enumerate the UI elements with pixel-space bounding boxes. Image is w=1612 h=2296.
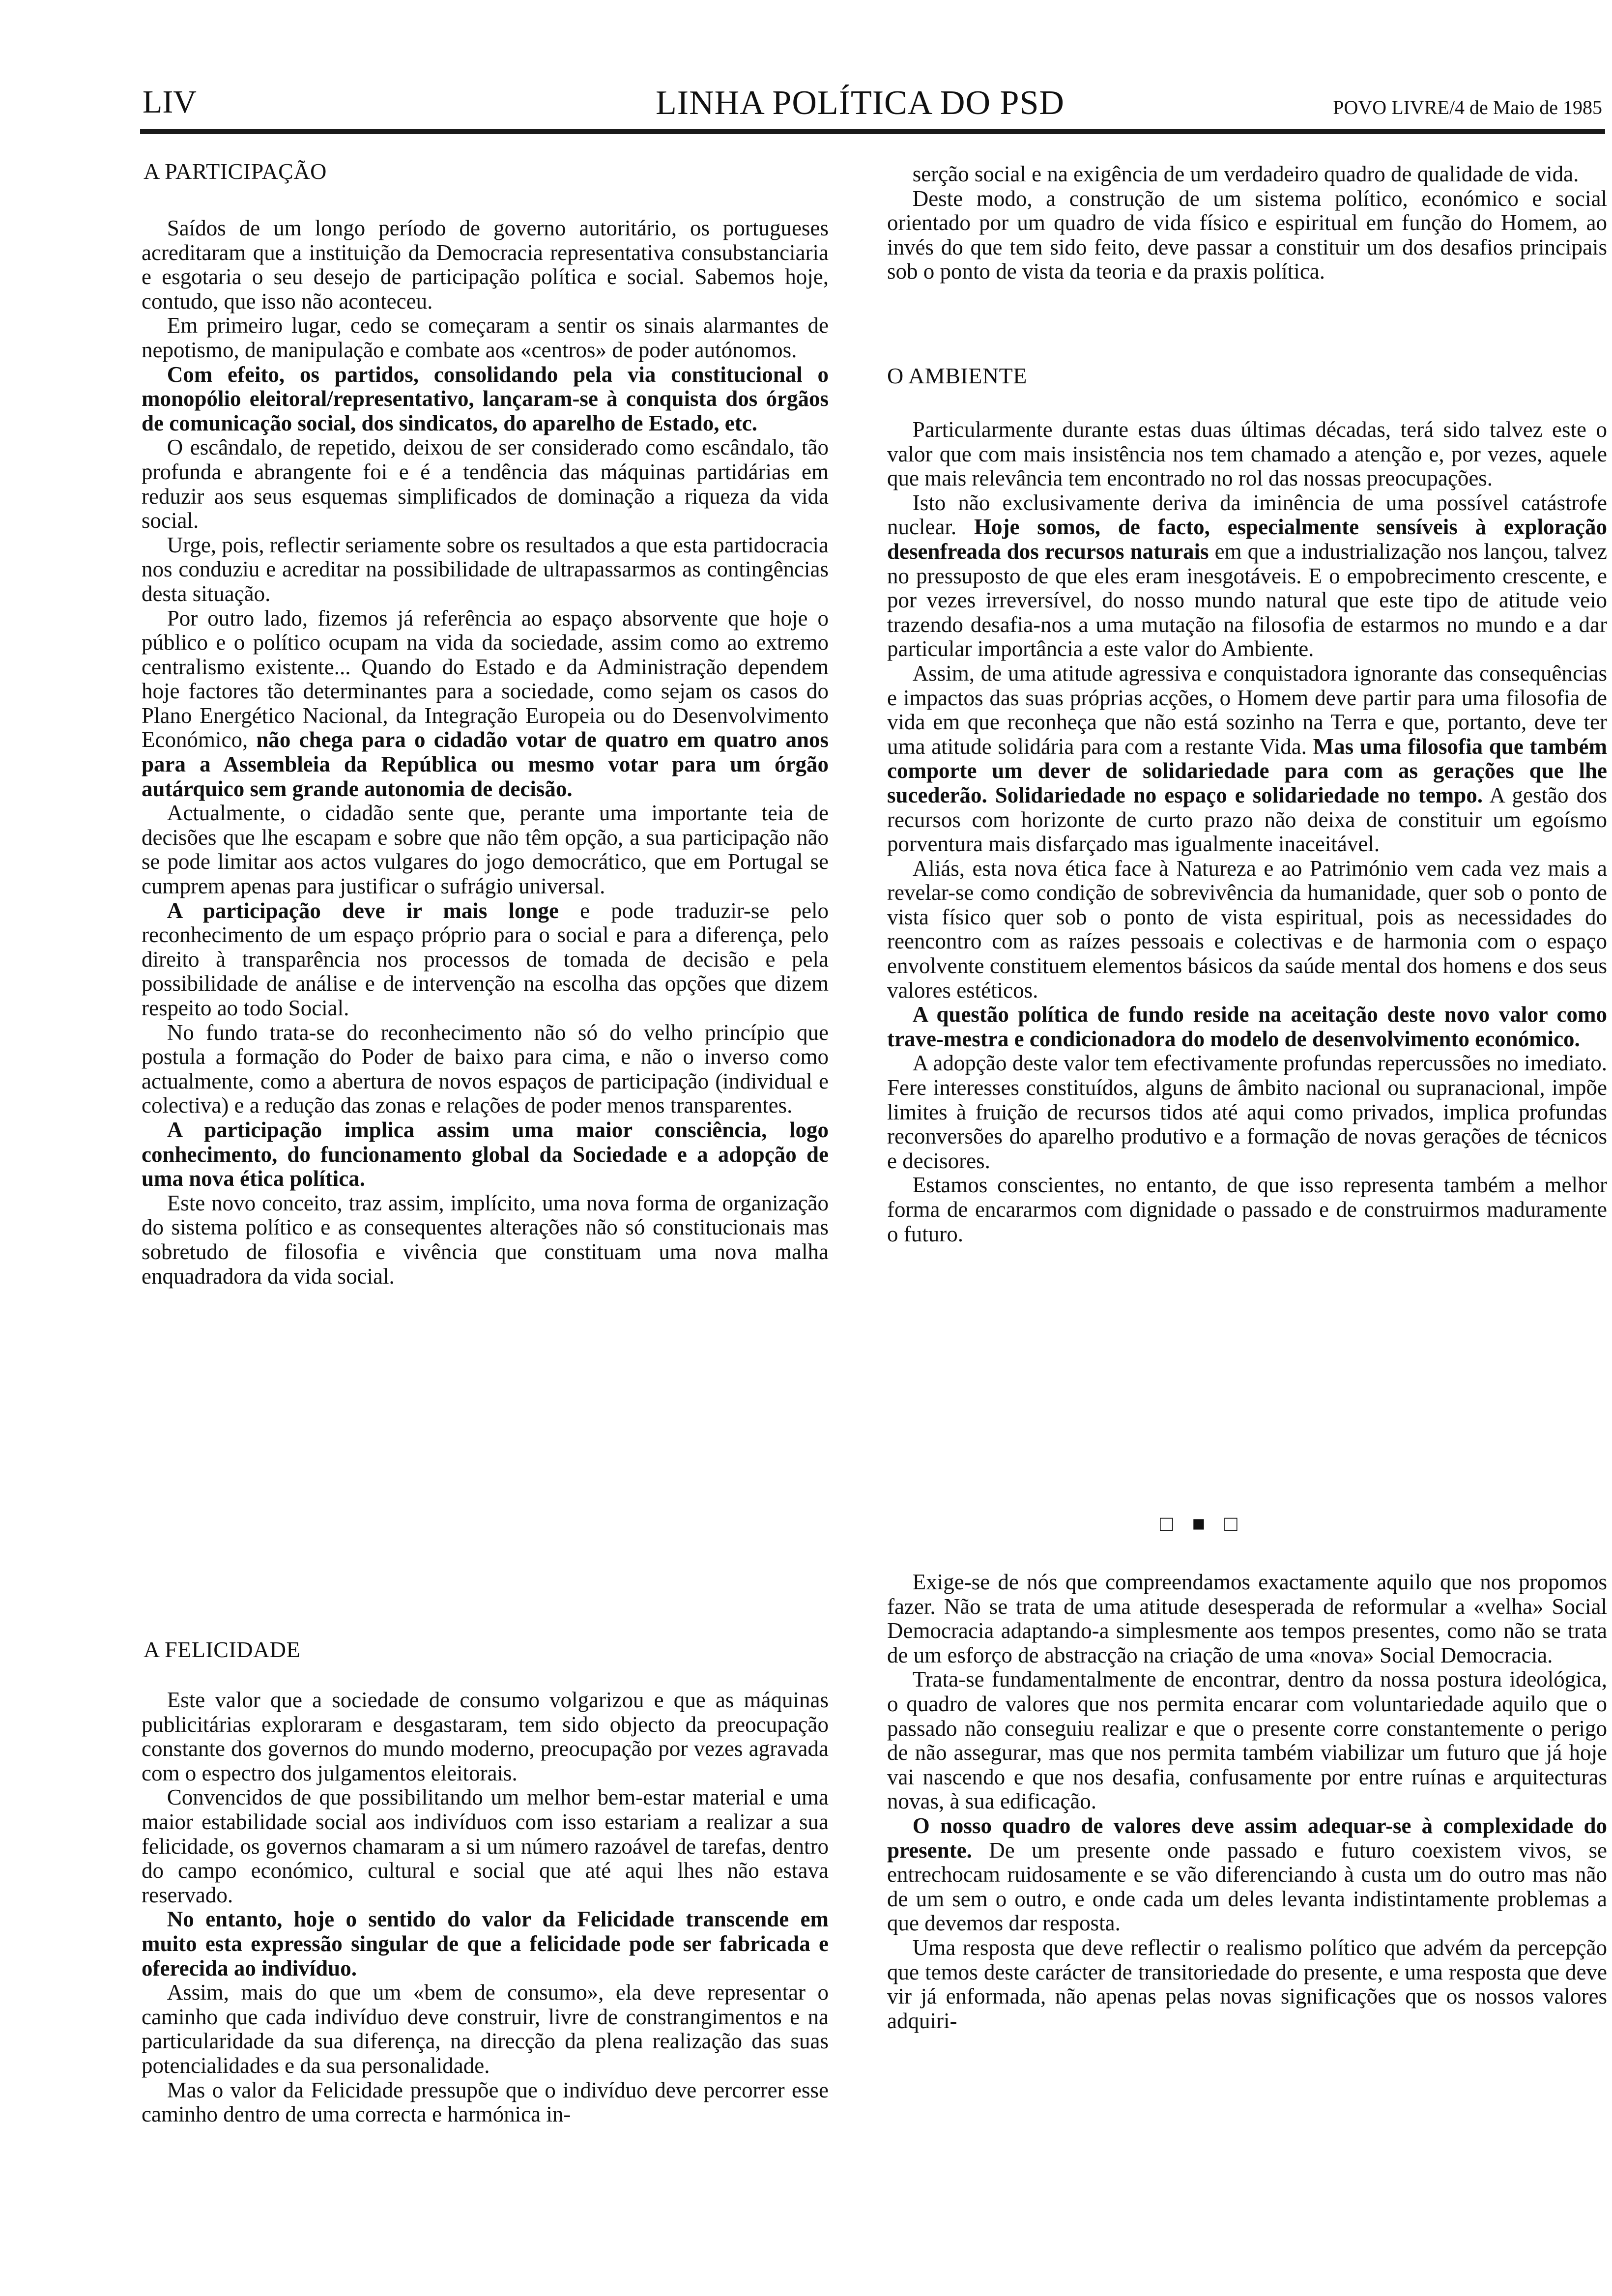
paragraph bbox=[887, 162, 1607, 187]
section-heading-felicidade: A FELICIDADE bbox=[144, 1637, 301, 1662]
paragraph bbox=[142, 1021, 829, 1118]
bold-text: No entanto, hoje o sentido do valor da Felicidade transcende em muito esta expressão singular de que a felicidade pode ser fabricada e oferecida ao indivíduo. bbox=[142, 1907, 829, 1980]
paragraph bbox=[142, 435, 829, 533]
paragraph bbox=[142, 1191, 829, 1289]
section-divider-ornament: □ ■ □ bbox=[1160, 1512, 1244, 1536]
bold-text: Hoje somos, de facto, especialmente sensíveis à exploração desenfreada dos recursos naturais bbox=[887, 515, 1607, 564]
paragraph bbox=[887, 1173, 1607, 1246]
paragraph bbox=[887, 1570, 1607, 1667]
paragraph bbox=[142, 1785, 829, 1907]
text-run: Convencidos de que possibilitando um melhor bem-estar material e uma maior estabilidade social aos indivíduos com isso estariam a realizar a sua felicidade, os governos chamaram a si um número razoável de tarefas, dentro do campo económico, cultural e social que até aqui lhes não estava reservado. bbox=[142, 1785, 829, 1907]
text-run: Mas o valor da Felicidade pressupõe que o indivíduo deve percorrer esse caminho dentro de uma correcta e harmónica in- bbox=[142, 2077, 829, 2127]
text-run: Este valor que a sociedade de consumo volgarizou e que as máquinas publicitárias exploraram e desgastaram, tem sido objecto da preocupação constante dos governos do mundo moderno, preocupação por vezes agravada com o espectro dos julgamentos eleitorais. bbox=[142, 1688, 829, 1785]
paragraph bbox=[142, 216, 829, 314]
text-run: O escândalo, de repetido, deixou de ser considerado como escândalo, tão profunda e abrangente foi e é a tendência das máquinas partidárias em reduzir aos seus esquemas simplificados de dominação a riqueza da vida social. bbox=[142, 435, 829, 533]
paragraph bbox=[142, 801, 829, 898]
paragraph bbox=[142, 1118, 829, 1191]
bold-text: O nosso quadro de valores deve assim adequar-se à complexidade do presente. bbox=[887, 1813, 1607, 1863]
page-title: LINHA POLÍTICA DO PSD bbox=[656, 84, 1065, 122]
paragraph bbox=[887, 418, 1607, 491]
paragraph bbox=[887, 1667, 1607, 1814]
paragraph bbox=[142, 533, 829, 606]
text-run: Actualmente, o cidadão sente que, perante uma importante teia de decisões que lhe escapam e sobre que não têm opção, a sua participação não se pode limitar aos actos vulgares do jogo democrático, que em Portugal se cumprem apenas para justificar o sufrágio universal. bbox=[142, 801, 829, 899]
text-run: A gestão dos recursos com horizonte de curto prazo não deixa de constituir um egoísmo porventura mais disfarçado mas igualmente inaceitável. bbox=[887, 782, 1607, 857]
text-run: A adopção deste valor tem efectivamente profundas repercussões no imediato. Fere interesses constituídos, alguns de âmbito nacional ou supranacional, impõe limites à fruição de recursos tidos até aqui como privados, implica profundas reconversões do aparelho produtivo e a formação de novas gerações de técnicos e decisores. bbox=[887, 1051, 1607, 1173]
bold-text: A participação implica assim uma maior consciência, logo conhecimento, do funcionamento global da Sociedade e a adopção de uma nova ética política. bbox=[142, 1117, 829, 1191]
paragraph bbox=[142, 314, 829, 362]
text-run: Em primeiro lugar, cedo se começaram a sentir os sinais alarmantes de nepotismo, de manipulação e combate aos «centros» de poder autónomos. bbox=[142, 313, 829, 362]
page-number: LIV bbox=[143, 84, 197, 120]
article-felicidade-continued bbox=[887, 162, 1607, 284]
paragraph bbox=[887, 1936, 1607, 2033]
bold-text: Mas uma filosofia que também comporte um dever de solidariedade para com as gerações que lhe sucederão. Solidariedade no espaço e solidariedade no tempo. bbox=[887, 734, 1607, 807]
paragraph bbox=[142, 1688, 829, 1785]
text-run: em que a industrialização nos lançou, talvez no pressuposto de que eles eram inesgotáveis. E o empobrecimento crescente, e por vezes irreversível, do nosso mundo natural que este tipo de atitude veio trazendo desafia-nos a uma mutação na filosofia de estarmos no mundo e a dar particular importância a este valor do Ambiente. bbox=[887, 539, 1608, 661]
paragraph bbox=[887, 661, 1607, 857]
paragraph bbox=[142, 606, 829, 802]
text-run: De um presente onde passado e futuro coexistem vivos, se entrechocam ruidosamente e se vão diferenciando à custa um do outro mas não de um sem o outro, e onde cada um deles levanta indistintamente problemas a que devemos dar resposta. bbox=[887, 1837, 1607, 1936]
header-rule bbox=[140, 129, 1605, 134]
text-run: Particularmente durante estas duas últimas décadas, terá sido talvez este o valor que com mais insistência nos tem chamado a atenção e, por vezes, aquele que mais relevância tem encontrado no rol das nossas preocupações. bbox=[887, 417, 1607, 491]
text-run: Assim, mais do que um «bem de consumo», ela deve representar o caminho que cada indivíduo deve construir, livre de constrangimentos e na particularidade da sua diferença, na direcção da plena realização das suas potencialidades e da sua personalidade. bbox=[142, 1980, 829, 2078]
text-run: Urge, pois, reflectir seriamente sobre os resultados a que esta partidocracia nos conduziu e acreditar na possibilidade de ultrapassarmos as contingências desta situação. bbox=[142, 532, 829, 606]
paragraph bbox=[887, 491, 1607, 661]
paragraph bbox=[887, 1051, 1607, 1173]
paragraph bbox=[887, 1003, 1607, 1051]
text-run: Estamos conscientes, no entanto, de que isso representa também a melhor forma de encararmos com dignidade o passado e de construirmos maduramente o futuro. bbox=[887, 1173, 1607, 1246]
text-run: Trata-se fundamentalmente de encontrar, dentro da nossa postura ideológica, o quadro de valores que nos permita encarar com voluntariedade aquilo que o passado não conseguiu realizar e que o presente corre constantemente o perigo de não assegurar, mas que nos permita também viabilizar um futuro que já hoje vai nascendo e que nos desafia, confusamente por entre ruínas e arquitecturas novas, à sua edificação. bbox=[887, 1667, 1607, 1814]
section-heading-ambiente: O AMBIENTE bbox=[887, 363, 1027, 388]
paragraph bbox=[142, 1907, 829, 1980]
text-run: Este novo conceito, traz assim, implícito, uma nova forma de organização do sistema político e as consequentes alterações não só constitucionais mas sobretudo de filosofia e vivência que constituam uma nova malha enquadradora da vida social. bbox=[142, 1190, 829, 1289]
publication-date: POVO LIVRE/4 de Maio de 1985 bbox=[1333, 96, 1602, 118]
text-run: Aliás, esta nova ética face à Natureza e ao Património vem cada vez mais a revelar-se como condição de sobrevivência da humanidade, quer sob o ponto de vista físico quer sob o ponto de vista espiritual, pois as necessidades do reencontro com as raízes pessoais e colectivas e de harmonia com o espaço envolvente constituem elementos básicos da saúde mental dos homens e dos seus valores estéticos. bbox=[887, 856, 1607, 1003]
paragraph bbox=[887, 1814, 1607, 1936]
paragraph bbox=[142, 1980, 829, 2078]
bold-text: não chega para o cidadão votar de quatro em quatro anos para a Assembleia da República ou mesmo votar para um órgão autárquico sem grande autonomia de decisão. bbox=[142, 727, 829, 801]
bold-text: A participação deve ir mais longe bbox=[167, 898, 559, 923]
text-run: serção social e na exigência de um verdadeiro quadro de qualidade de vida. bbox=[912, 162, 1579, 186]
text-run: Saídos de um longo período de governo autoritário, os portugueses acreditaram que a instituição da Democracia representativa consubstanciaria e esgotaria o seu desejo de participação política e social. Sabemos hoje, contudo, que isso não aconteceu. bbox=[142, 216, 829, 314]
text-run: Uma resposta que deve reflectir o realismo político que advém da percepção que temos deste carácter de transitoriedade do presente, e uma resposta que deve vir já enformada, não apenas pelas novas significações que os nossos valores adquiri- bbox=[887, 1935, 1607, 2033]
article-ambiente bbox=[887, 418, 1607, 1246]
text-run: Por outro lado, fizemos já referência ao espaço absorvente que hoje o público e o político ocupam na vida da sociedade, assim como ao extremo centralismo existente... Quando do Estado e da Administração dependem hoje factores tão determinantes para a sociedade, como sejam os casos do Plano Energético Nacional, da Integração Europeia ou do Desenvolvimento Económico, bbox=[142, 605, 829, 752]
bold-text: Com efeito, os partidos, consolidando pela via constitucional o monopólio eleitoral/representativo, lançaram-se à conquista dos órgãos de comunicação social, dos sindicatos, do aparelho de Estado, etc. bbox=[142, 362, 829, 435]
text-run: Isto não exclusivamente deriva da iminência de uma possível catástrofe nuclear. bbox=[887, 490, 1607, 540]
text-run: No fundo trata-se do reconhecimento não só do velho princípio que postula a formação do Poder de baixo para cima, e não o inverso como actualmente, como a abertura de novos espaços de participação (individual e colectiva) e a redução das zonas e relações de poder menos transparentes. bbox=[142, 1020, 829, 1118]
text-run: e pode traduzir-se pelo reconhecimento de um espaço próprio para o social e para a diferença, pelo direito à transparência nos processos de tomada de decisão e pela possibilidade de análise e de intervenção na escolha das opções que dizem respeito ao todo Social. bbox=[142, 898, 829, 1020]
text-run: Exige-se de nós que compreendamos exactamente aquilo que nos propomos fazer. Não se trata de uma atitude desesperada de reformular a «velha» Social Democracia adaptando-a simplesmente aos tempos presentes, como não se trata de um esforço de abstracção na criação de uma «nova» Social Democracia. bbox=[887, 1570, 1607, 1667]
text-run: Deste modo, a construção de um sistema político, económico e social orientado por um quadro de vida físico e espiritual em função do Homem, ao invés do que tem sido feito, deve passar a constituir um dos desafios principais sob o ponto de vista da teoria e da praxis política. bbox=[887, 186, 1607, 284]
article-conclusao bbox=[887, 1570, 1607, 2033]
bold-text: A questão política de fundo reside na aceitação deste novo valor como trave-mestra e condicionadora do modelo de desenvolvimento económico. bbox=[887, 1002, 1607, 1051]
article-felicidade bbox=[142, 1688, 829, 2127]
article-participacao bbox=[142, 216, 829, 1289]
paragraph bbox=[887, 187, 1607, 284]
paragraph bbox=[142, 363, 829, 436]
text-run: Assim, de uma atitude agressiva e conquistadora ignorante das consequências e impactos das suas próprias acções, o Homem deve partir para uma filosofia de vida em que reconheça que não está sozinho na Terra e que, portanto, deve ter uma atitude solidária para com a restante Vida. bbox=[887, 660, 1607, 759]
section-heading-participacao: A PARTICIPAÇÃO bbox=[144, 159, 327, 184]
paragraph bbox=[887, 857, 1607, 1003]
paragraph bbox=[142, 2078, 829, 2127]
paragraph bbox=[142, 899, 829, 1021]
